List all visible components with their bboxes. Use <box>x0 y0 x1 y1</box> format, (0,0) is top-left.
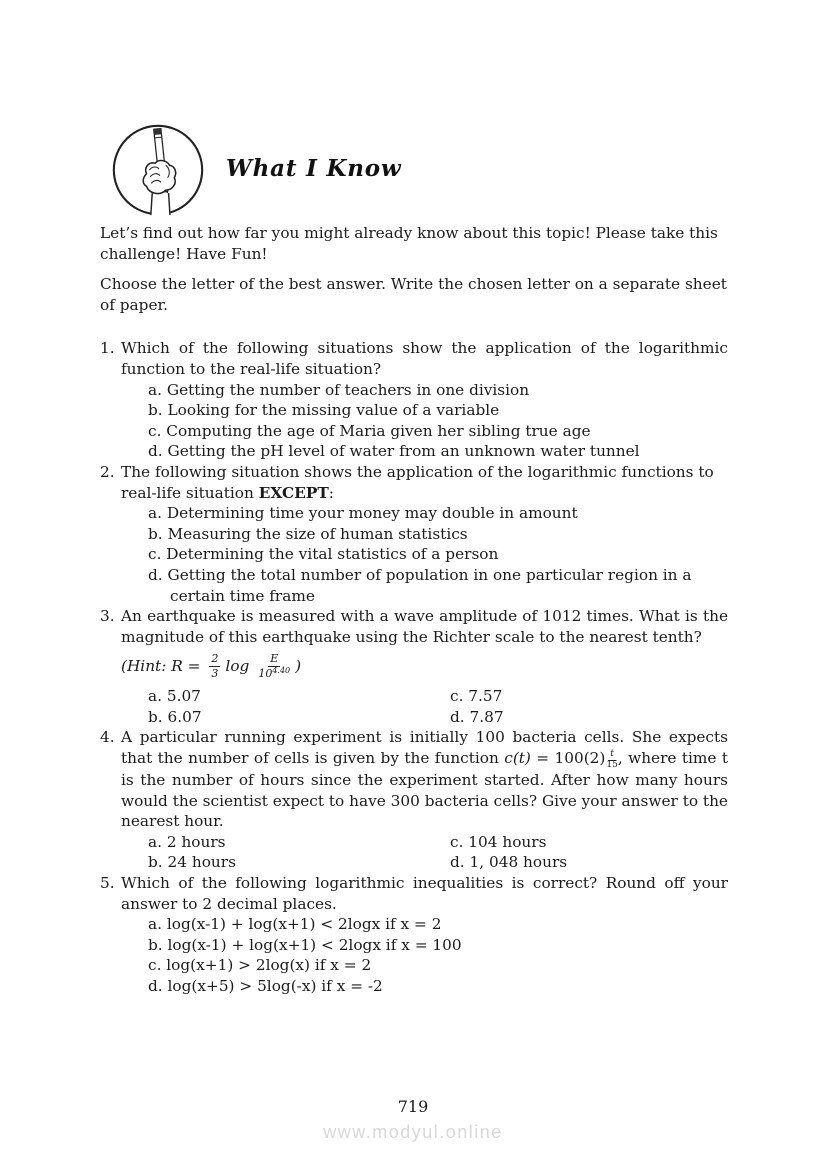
question-5-number: 5. <box>100 874 115 893</box>
option: c. Computing the age of Maria given her sibling true age <box>148 421 591 440</box>
exponent: 4.40 <box>272 666 291 676</box>
option: d. 7.87 <box>450 707 504 726</box>
question-3-number: 3. <box>100 607 115 626</box>
question-5 <box>100 873 728 914</box>
option: b. Measuring the size of human statistics <box>148 524 468 543</box>
question-5-text: Which of the following logarithmic inequalities is correct? Round off your answer to 2 decimal places. <box>121 874 728 913</box>
option: b. Looking for the missing value of a variable <box>148 401 500 420</box>
question-1-text: Which of the following situations show the application of the logarithmic function to the real-life situation? <box>121 339 728 378</box>
option: a. log(x-1) + log(x+1) < 2logx if x = 2 <box>148 915 442 934</box>
question-1-options <box>148 380 728 462</box>
option: d. 1, 048 hours <box>450 853 568 872</box>
question-3-text: An earthquake is measured with a wave amplitude of 1012 times. What is the magnitude of this earthquake using the Richter scale to the nearest tenth? <box>121 607 728 646</box>
option: d. log(x+5) > 5log(-x) if x = -2 <box>148 977 383 995</box>
question-2-options <box>148 503 728 606</box>
intro-paragraph-2: Choose the letter of the best answer. Write the chosen letter on a separate sheet of paper. <box>100 275 727 314</box>
option: c. 104 hours <box>450 832 547 851</box>
option: a. Determining time your money may double in amount <box>148 504 578 523</box>
fraction-E-over-10: $\frac{E}{10^{4.40}}$ <box>258 652 291 681</box>
question-2-emphasis: EXCEPT <box>258 483 329 502</box>
option: a. 2 hours <box>148 832 226 851</box>
hint-operator: log <box>225 657 250 676</box>
option: c. Determining the vital statistics of a person <box>148 545 499 564</box>
bacteria-growth-formula: c(t) = 100(2) $\frac{t}{15}$ <box>504 749 618 771</box>
option: d. Getting the total number of population in one particular region in a certain time frame <box>148 565 692 605</box>
question-1-number: 1. <box>100 339 115 358</box>
question-2-number: 2. <box>100 462 115 481</box>
question-3-hint-formula <box>121 650 728 683</box>
intro-paragraph-1: Let’s find out how far you might already know about this topic! Please take this challenge! Have Fun! <box>100 224 718 263</box>
question-4-options <box>148 832 728 873</box>
question-4-text-end: , where time t is the number of hours since the experiment started. After how many hours would the scientist expect to have 300 bacteria cells? Give your answer to the nearest hour. <box>121 749 728 831</box>
option: c. log(x+1) > 2log(x) if x = 2 <box>148 956 372 975</box>
option: b. 6.07 <box>148 707 202 726</box>
option: b. 24 hours <box>148 853 236 872</box>
question-2 <box>100 462 728 503</box>
hint-suffix: ) <box>295 657 302 676</box>
question-3-options <box>148 686 728 727</box>
option: d. Getting the pH level of water from an unknown water tunnel <box>148 442 640 461</box>
question-5-options <box>148 914 728 996</box>
hint-prefix: (Hint: R = <box>121 657 201 676</box>
fraction-two-thirds: $\frac{2}{3}$ <box>211 652 219 681</box>
question-4-number: 4. <box>100 728 115 747</box>
option: c. 7.57 <box>450 687 503 706</box>
question-1 <box>100 338 728 379</box>
section-header <box>100 120 728 219</box>
question-2-text-end: : <box>328 483 334 502</box>
question-4-text: A particular running experiment is initially 100 bacteria cells. She expects that the number of cells is given by the function <box>121 728 728 768</box>
page-content <box>100 120 728 997</box>
watermark: www.modyul.online <box>323 1122 503 1142</box>
hand-writing-pencil-icon <box>110 122 206 218</box>
question-4 <box>100 727 728 831</box>
exponent-fraction: $\frac{t}{15}$ <box>606 749 618 771</box>
option: b. log(x-1) + log(x+1) < 2logx if x = 100 <box>148 935 462 954</box>
question-2-text: The following situation shows the application of the logarithmic functions to real-life situation <box>121 462 714 502</box>
page-title: What I Know <box>226 155 402 183</box>
question-3 <box>100 606 728 647</box>
page-number: 719 <box>397 1097 429 1116</box>
option: a. Getting the number of teachers in one division <box>148 380 530 399</box>
option: a. 5.07 <box>148 687 201 706</box>
